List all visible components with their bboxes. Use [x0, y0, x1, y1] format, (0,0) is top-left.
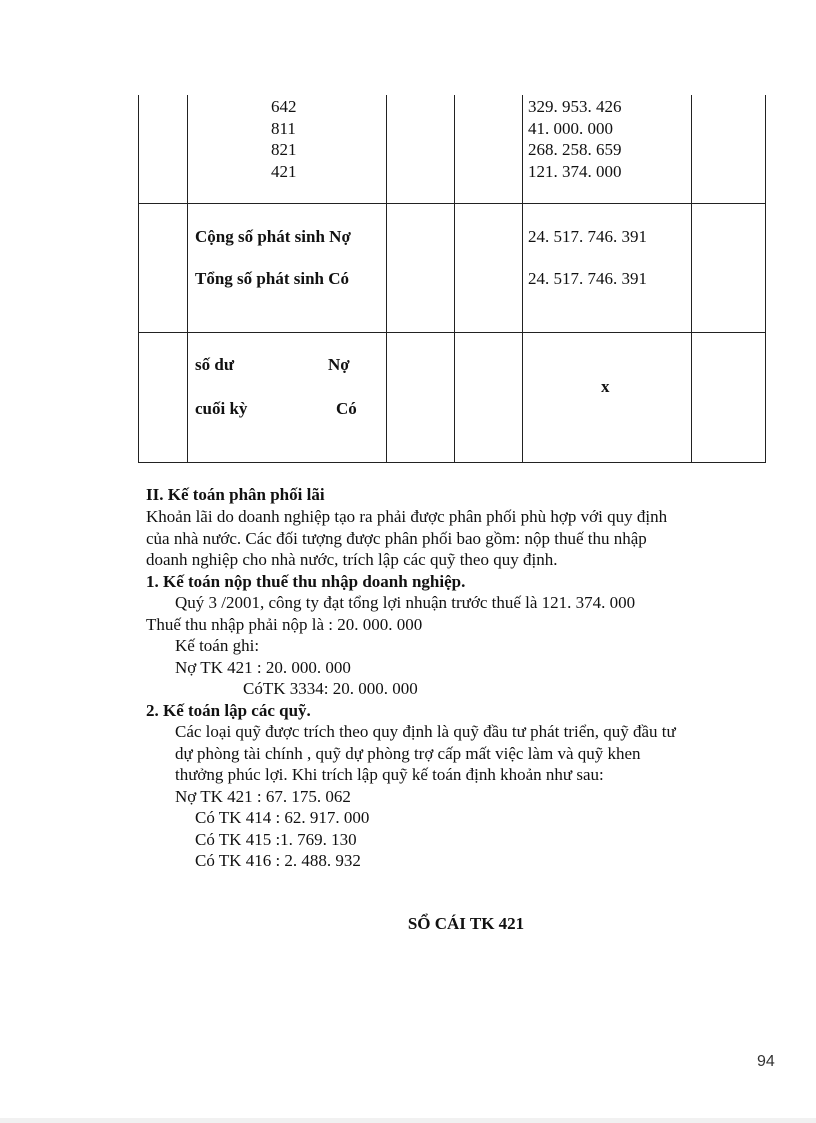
paragraph-line: Kế toán ghi:: [175, 636, 260, 655]
amount-value: 268. 258. 659: [528, 140, 622, 159]
table-column-divider: [187, 95, 188, 463]
table-column-divider: [691, 95, 692, 463]
ending-balance-label: cuối kỳ: [195, 399, 248, 418]
table-column-divider: [386, 95, 387, 463]
subsection-heading: 1. Kế toán nộp thuế thu nhập doanh nghiệp.: [146, 571, 466, 591]
paragraph-line: thưởng phúc lợi. Khi trích lập quỹ kế toán định khoản như sau:: [175, 765, 604, 784]
debit-total-label: Cộng số phát sinh Nợ: [195, 227, 351, 246]
subsection-heading: 2. Kế toán lập các quỹ.: [146, 700, 311, 720]
paragraph-line: Khoản lãi do doanh nghiệp tạo ra phải được phân phối phù hợp với quy định: [146, 507, 668, 526]
table-column-divider: [454, 95, 455, 463]
page-number: 94: [757, 1053, 775, 1070]
amount-value: 329. 953. 426: [528, 97, 622, 116]
paragraph-line: dự phòng tài chính , quỹ dự phòng trợ cấp mất việc làm và quỹ khen: [175, 743, 641, 763]
section-heading: II. Kế toán phân phối lãi: [146, 485, 325, 504]
table-border-right: [765, 95, 766, 463]
journal-entry-debit: Nợ TK 421 : 67. 175. 062: [175, 786, 351, 806]
table-column-divider: [522, 95, 523, 463]
paragraph-line: của nhà nước. Các đối tượng được phân phối bao gồm: nộp thuế thu nhập: [146, 528, 647, 548]
journal-entry-credit: CóTK 3334: 20. 000. 000: [243, 679, 418, 698]
paragraph-line: Các loại quỹ được trích theo quy định là quỹ đầu tư phát triển, quỹ đầu tư: [175, 722, 676, 741]
account-number: 642: [271, 97, 297, 116]
ending-balance-label: số dư: [195, 355, 235, 374]
paragraph-line: doanh nghiệp cho nhà nước, trích lập các quỹ theo quy định.: [146, 550, 558, 569]
account-number: 811: [271, 118, 296, 138]
account-number: 421: [271, 161, 297, 181]
paragraph-line: Quý 3 /2001, công ty đạt tổng lợi nhuận trước thuế là 121. 374. 000: [175, 593, 636, 612]
table-border-left: [138, 95, 139, 463]
account-number: 821: [271, 140, 297, 159]
credit-total-value: 24. 517. 746. 391: [528, 269, 647, 288]
ending-balance-debit-label: Nợ: [328, 355, 350, 374]
page-bottom-edge: [0, 1118, 816, 1123]
journal-entry-credit: Có TK 415 :1. 769. 130: [195, 829, 357, 849]
paragraph-line: Thuế thu nhập phải nộp là : 20. 000. 000: [146, 614, 423, 634]
table-border-bottom: [138, 462, 766, 463]
ledger-title: SỔ CÁI TK 421: [407, 914, 525, 933]
ending-balance-credit-label: Có: [336, 399, 357, 418]
credit-total-label: Tổng số phát sinh Có: [195, 269, 350, 288]
ending-balance-value: x: [601, 377, 610, 396]
journal-entry-credit: Có TK 416 : 2. 488. 932: [195, 851, 361, 870]
amount-value: 41. 000. 000: [528, 118, 613, 138]
table-row-divider: [138, 332, 766, 333]
journal-entry-debit: Nợ TK 421 : 20. 000. 000: [175, 657, 351, 677]
debit-total-value: 24. 517. 746. 391: [528, 227, 647, 246]
journal-entry-credit: Có TK 414 : 62. 917. 000: [195, 808, 370, 827]
amount-value: 121. 374. 000: [528, 161, 622, 181]
ledger-table: [138, 95, 766, 463]
table-row-divider: [138, 203, 766, 204]
